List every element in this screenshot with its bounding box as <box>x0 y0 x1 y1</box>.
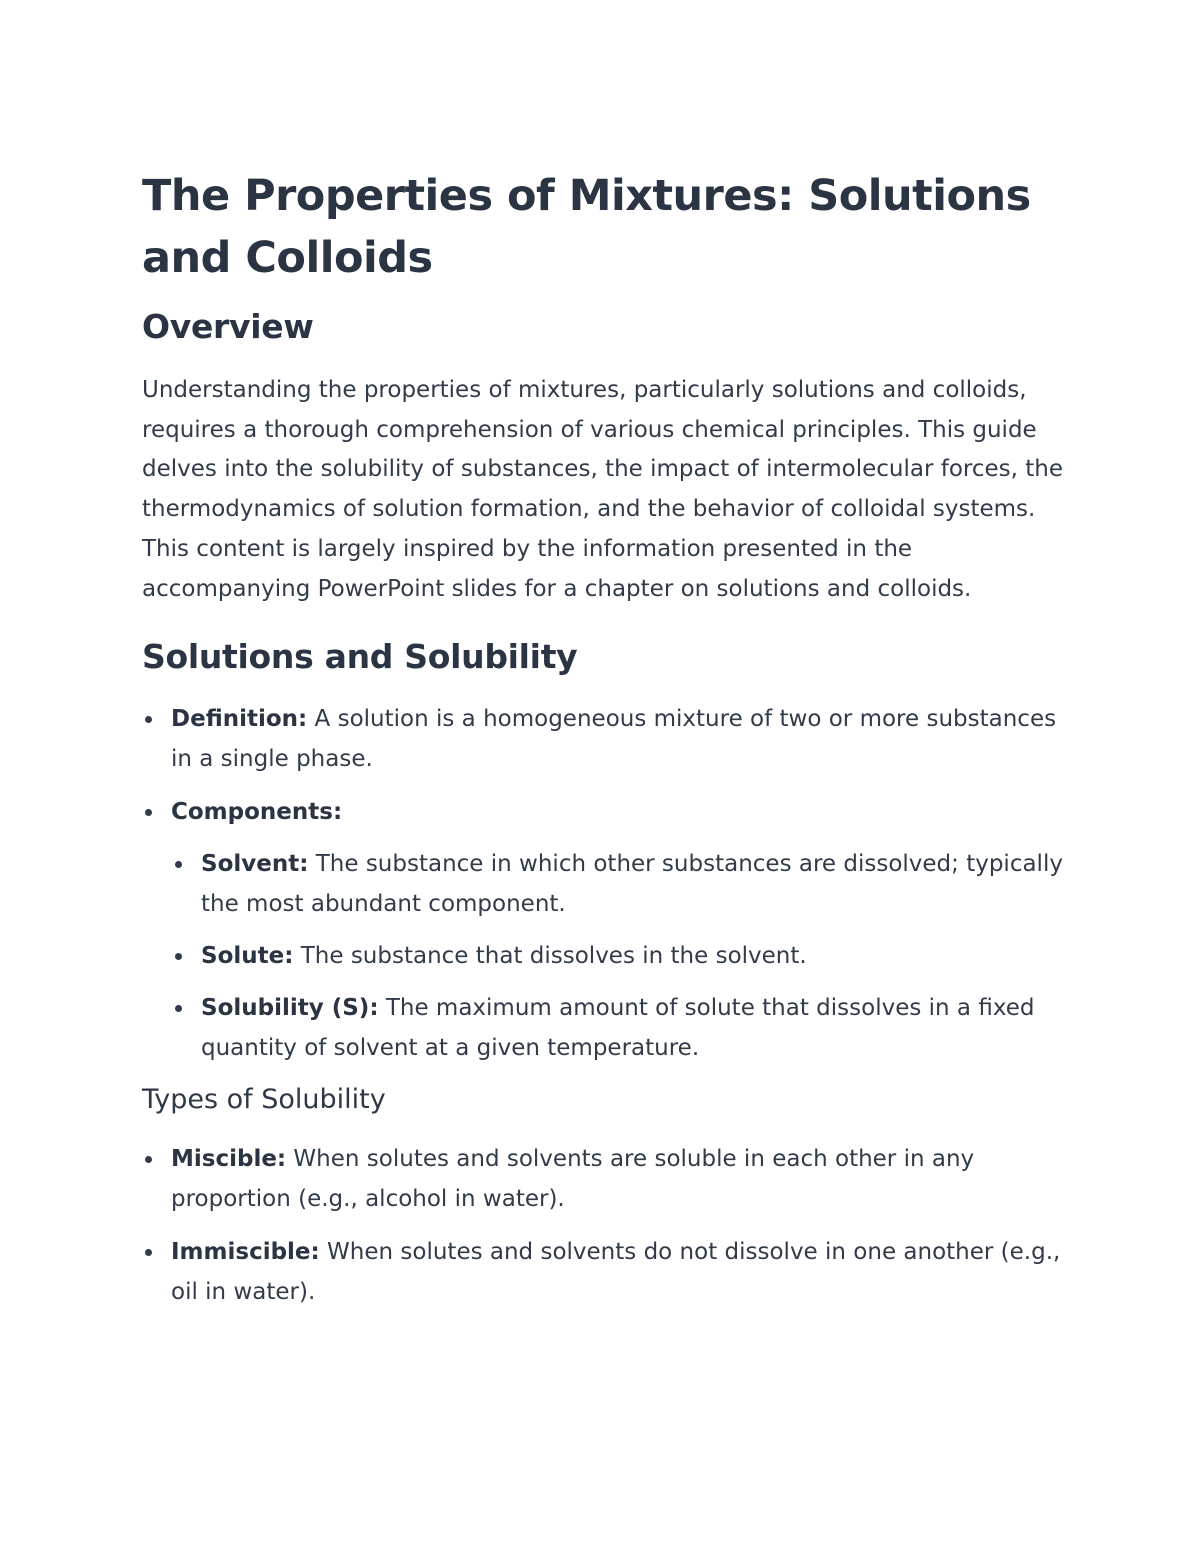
types-list <box>142 1139 1067 1312</box>
term-label: Solubility (S): <box>201 995 379 1022</box>
list-item-immiscible <box>171 1232 1067 1312</box>
solutions-list <box>142 699 1067 1068</box>
document-page <box>142 165 1067 1325</box>
list-item-components <box>171 792 1067 1068</box>
list-item-solvent <box>201 844 1067 924</box>
overview-paragraph: Understanding the properties of mixtures, particularly solutions and colloids, requires a thorough comprehension of various chemical principles. This guide delves into the solubility of substances, the impact of intermolecular forces, the thermodynamics of solution formation, and the behavior of colloidal systems. This content is largely inspired by the information presented in the accompanying PowerPoint slides for a chapter on solutions and colloids. <box>142 377 1064 602</box>
types-heading: Types of Solubility <box>142 1084 386 1116</box>
bullet-icon <box>145 1249 152 1256</box>
term-description: The substance that dissolves in the solvent. <box>293 943 807 970</box>
term-label: Solute: <box>201 943 294 970</box>
list-item-miscible <box>171 1139 1067 1219</box>
term-label: Solvent: <box>201 851 309 878</box>
overview-heading: Overview <box>142 307 314 346</box>
term-description: When solutes and solvents do not dissolve in one another (e.g., oil in water). <box>171 1239 1061 1306</box>
list-item-solubility <box>201 988 1067 1068</box>
term-label: Definition: <box>171 706 308 733</box>
solutions-heading: Solutions and Solubility <box>142 637 578 677</box>
term-description: The maximum amount of solute that dissolves in a fixed quantity of solvent at a given temperature. <box>201 995 1035 1062</box>
list-item-definition <box>171 699 1067 779</box>
bullet-icon <box>175 861 182 868</box>
bullet-icon <box>145 809 152 816</box>
bullet-icon <box>145 716 152 723</box>
term-description: The substance in which other substances are dissolved; typically the most abundant component. <box>201 851 1063 918</box>
bullet-icon <box>175 953 182 960</box>
list-item-solute <box>201 936 1067 976</box>
term-label: Miscible: <box>171 1146 287 1173</box>
document-title: The Properties of Mixtures: Solutions and Colloids <box>142 171 1031 283</box>
term-description: A solution is a homogeneous mixture of two or more substances in a single phase. <box>171 706 1057 773</box>
components-sublist <box>171 844 1067 1068</box>
bullet-icon <box>175 1005 182 1012</box>
bullet-icon <box>145 1156 152 1163</box>
term-description: When solutes and solvents are soluble in each other in any proportion (e.g., alcohol in water). <box>171 1146 975 1213</box>
term-label: Components: <box>171 799 343 826</box>
term-label: Immiscible: <box>171 1239 320 1266</box>
